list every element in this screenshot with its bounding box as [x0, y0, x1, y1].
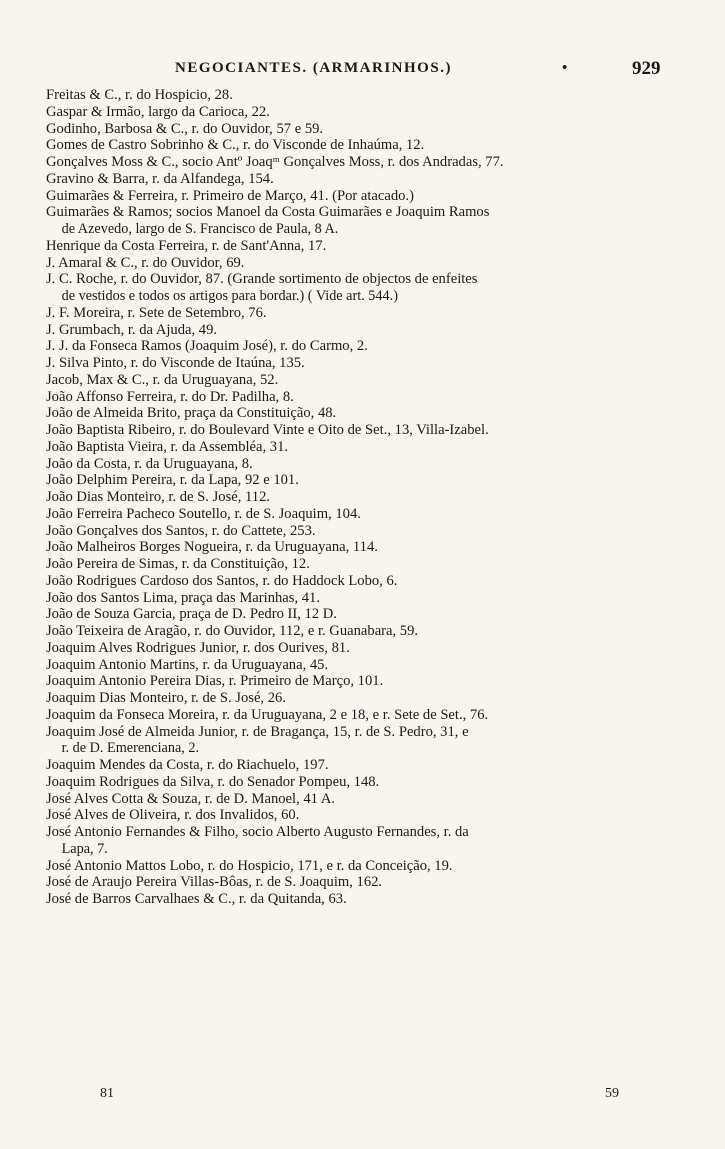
entry-text: Godinho, Barbosa & C., r. do Ouvidor, 57 e 59.	[46, 120, 324, 137]
entry-text: João Dias Monteiro, r. de S. José, 112.	[46, 489, 271, 505]
entry-text: José de Barros Carvalhaes & C., r. da Quitanda, 63.	[46, 891, 347, 907]
entry-text: Joaquim Rodrigues da Silva, r. do Senador Pompeu, 148.	[46, 773, 380, 790]
merchant-entry	[46, 104, 686, 121]
merchant-entry	[46, 539, 686, 556]
merchant-entry	[46, 472, 686, 489]
entry-text: João de Souza Garcia, praça de D. Pedro II, 12 D.	[46, 606, 337, 623]
merchant-entry	[46, 807, 686, 824]
merchant-entry	[46, 355, 686, 372]
merchant-entry	[46, 154, 686, 171]
merchant-entry	[46, 506, 686, 523]
merchant-entry	[46, 338, 686, 355]
entry-continuation: de Azevedo, largo de S. Francisco de Paula, 8 A.	[61, 221, 339, 237]
merchant-entry	[46, 590, 686, 607]
entry-text: José Alves Cotta & Souza, r. de D. Manoel, 41 A.	[46, 790, 336, 807]
entry-text: José Antonio Mattos Lobo, r. do Hospicio, 171, e r. da Conceição, 19.	[46, 857, 453, 874]
merchant-entry	[46, 824, 686, 858]
entry-text: João Gonçalves dos Santos, r. do Cattete, 253.	[46, 522, 316, 539]
merchant-entry	[46, 322, 686, 339]
merchant-entry	[46, 673, 686, 690]
entry-text: J. Grumbach, r. da Ajuda, 49.	[46, 321, 218, 338]
merchant-entry	[46, 757, 686, 774]
merchant-entry	[46, 271, 686, 305]
merchant-entry	[46, 238, 686, 255]
entry-text: João Pereira de Simas, r. da Constituição, 12.	[46, 556, 310, 572]
merchant-entry	[46, 204, 686, 238]
entry-text: Joaquim Mendes da Costa, r. do Riachuelo, 197.	[46, 757, 329, 773]
merchant-entry	[46, 439, 686, 456]
merchant-entry	[46, 556, 686, 573]
entry-text: João da Costa, r. da Uruguayana, 8.	[46, 455, 253, 472]
entry-text: Freitas & C., r. do Hospicio, 28.	[46, 87, 233, 103]
entry-text: J. Silva Pinto, r. do Visconde de Itaúna, 135.	[46, 355, 305, 371]
merchant-entry	[46, 305, 686, 322]
merchant-entry	[46, 255, 686, 272]
entry-text: Gaspar & Irmão, largo da Carioca, 22.	[46, 103, 270, 120]
entry-text: João Ferreira Pacheco Soutello, r. de S. Joaquim, 104.	[46, 505, 361, 522]
merchant-entry	[46, 87, 686, 104]
footer-number: 59	[605, 1086, 619, 1101]
merchant-entry	[46, 171, 686, 188]
entry-text: J. F. Moreira, r. Sete de Setembro, 76.	[46, 304, 267, 321]
entry-text: Jacob, Max & C., r. da Uruguayana, 52.	[46, 371, 279, 388]
merchant-entry	[46, 405, 686, 422]
entry-text: J. Amaral & C., r. do Ouvidor, 69.	[46, 254, 245, 271]
merchant-entry	[46, 874, 686, 891]
page-header	[0, 56, 725, 86]
merchant-entry	[46, 372, 686, 389]
merchant-entry	[46, 690, 686, 707]
signature-mark: 81	[100, 1086, 114, 1101]
page-footer	[0, 1086, 725, 1106]
merchant-entry	[46, 707, 686, 724]
entry-text: José Antonio Fernandes & Filho, socio Alberto Augusto Fernandes, r. da	[46, 824, 469, 840]
section-title: NEGOCIANTES. (ARMARINHOS.)	[175, 60, 452, 76]
merchant-entry	[46, 121, 686, 138]
merchant-entry	[46, 858, 686, 875]
entry-text: J. J. da Fonseca Ramos (Joaquim José), r. do Carmo, 2.	[46, 338, 368, 355]
entry-text: Gomes de Castro Sobrinho & C., r. do Visconde de Inhaúma, 12.	[46, 137, 425, 154]
entry-text: Joaquim da Fonseca Moreira, r. da Uruguayana, 2 e 18, e r. Sete de Set., 76.	[46, 706, 489, 723]
entry-text: João Rodrigues Cardoso dos Santos, r. do Haddock Lobo, 6.	[46, 572, 398, 589]
entry-text: Joaquim Dias Monteiro, r. de S. José, 26.	[46, 690, 286, 706]
entry-text: J. C. Roche, r. do Ouvidor, 87. (Grande sortimento de objectos de enfeites	[46, 271, 478, 288]
entry-text: Gravino & Barra, r. da Alfandega, 154.	[46, 170, 274, 187]
entry-continuation: de vestidos e todos os artigos para bordar.) ( Vide art. 544.)	[61, 288, 398, 304]
merchant-entry	[46, 657, 686, 674]
page-number: 929	[632, 58, 661, 79]
entry-text: Joaquim Antonio Martins, r. da Uruguayana, 45.	[46, 656, 329, 673]
merchant-entry	[46, 791, 686, 808]
merchant-entry	[46, 489, 686, 506]
merchant-entry	[46, 137, 686, 154]
entry-text: João dos Santos Lima, praça das Marinhas, 41.	[46, 589, 320, 606]
entry-text: João Baptista Vieira, r. da Assembléa, 31.	[46, 438, 289, 455]
entry-text: João de Almeida Brito, praça da Constituição, 48.	[46, 405, 337, 422]
merchant-entry	[46, 724, 686, 758]
merchant-entry	[46, 606, 686, 623]
entry-text: João Delphim Pereira, r. da Lapa, 92 e 101.	[46, 472, 299, 489]
merchant-entry	[46, 640, 686, 657]
entry-text: Joaquim Alves Rodrigues Junior, r. dos Ourives, 81.	[46, 639, 350, 656]
merchant-entry	[46, 573, 686, 590]
merchant-entry	[46, 891, 686, 908]
merchant-entry	[46, 389, 686, 406]
entry-text: Gonçalves Moss & C., socio Antº Joaqᵐ Gonçalves Moss, r. dos Andradas, 77.	[46, 154, 504, 170]
entry-text: José de Araujo Pereira Villas-Bôas, r. de S. Joaquim, 162.	[46, 874, 383, 891]
merchant-entry	[46, 623, 686, 640]
entry-text: Guimarães & Ferreira, r. Primeiro de Março, 41. (Por atacado.)	[46, 187, 414, 204]
entry-continuation: Lapa, 7.	[61, 840, 108, 857]
entry-text: Guimarães & Ramos; socios Manoel da Costa Guimarães e Joaquim Ramos	[46, 204, 490, 221]
entry-text: João Affonso Ferreira, r. do Dr. Padilha, 8.	[46, 388, 294, 405]
entry-text: Henrique da Costa Ferreira, r. de Sant'Anna, 17.	[46, 237, 327, 254]
merchant-entry	[46, 422, 686, 439]
entry-text: José Alves de Oliveira, r. dos Invalidos, 60.	[46, 807, 300, 824]
entry-text: João Malheiros Borges Nogueira, r. da Uruguayana, 114.	[46, 539, 378, 556]
merchant-entry	[46, 774, 686, 791]
header-bullet: •	[562, 60, 568, 76]
entry-text: João Teixeira de Aragão, r. do Ouvidor, 112, e r. Guanabara, 59.	[46, 623, 419, 639]
entry-text: Joaquim Antonio Pereira Dias, r. Primeiro de Março, 101.	[46, 673, 384, 690]
merchant-entry	[46, 188, 686, 205]
merchant-list	[46, 87, 686, 908]
merchant-entry	[46, 523, 686, 540]
entry-continuation: r. de D. Emerenciana, 2.	[61, 740, 200, 757]
merchant-entry	[46, 456, 686, 473]
entry-text: João Baptista Ribeiro, r. do Boulevard Vinte e Oito de Set., 13, Villa-Izabel.	[46, 422, 489, 438]
entry-text: Joaquim José de Almeida Junior, r. de Bragança, 15, r. de S. Pedro, 31, e	[46, 723, 469, 740]
